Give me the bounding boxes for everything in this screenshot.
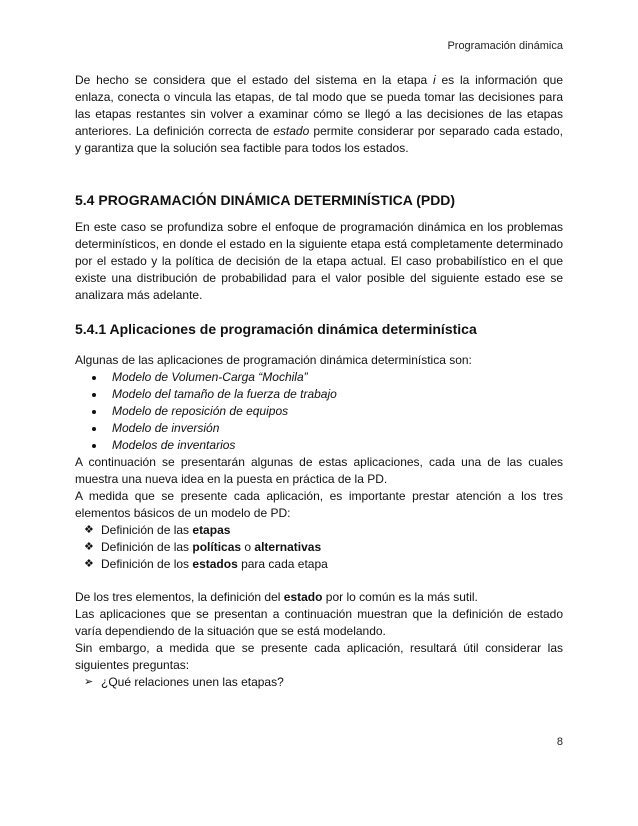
subsection-heading: 5.4.1 Aplicaciones de programación dinámica determinística (75, 321, 477, 337)
list-item: ➢ ¿Qué relaciones unen las etapas? (84, 675, 284, 689)
bullet-icon (92, 427, 96, 431)
diamond-bullet-icon: ❖ (84, 524, 94, 536)
questions-list (75, 674, 563, 691)
diamond-bullet-icon: ❖ (84, 558, 94, 570)
apps-paragraph: Las aplicaciones que se presentan a continuación muestran que la definición de estado varía dependiendo de la situación que se está modelando. (75, 607, 563, 638)
next-paragraph: A continuación se presentarán algunas de estas aplicaciones, cada una de las cuales muestra una nueva idea en la puesta en práctica de la PD. (75, 455, 563, 486)
applications-lead: Algunas de las aplicaciones de programación dinámica determinística son: (75, 353, 472, 367)
section-heading: 5.4 PROGRAMACIÓN DINÁMICA DETERMINÍSTICA (PDD) (75, 192, 456, 208)
applications-list (75, 369, 563, 454)
diamond-bullet-icon: ❖ (84, 541, 94, 553)
elements-list (75, 522, 563, 573)
page-number: 8 (556, 736, 563, 748)
section-paragraph: En este caso se profundiza sobre el enfoque de programación dinámica en los problemas determinísticos, en donde el estado en la siguiente etapa está completamente determinado por el estado y la política de decisión de la etapa actual. El caso probabilístico en el que existe una distribución de probabilidad para el valor posible del siguiente estado ese se analizara más adelante. (75, 220, 563, 302)
bullet-icon (92, 376, 96, 380)
bullet-icon (92, 393, 96, 397)
subtle-paragraph: De los tres elementos, la definición del estado por lo común es la más sutil. (75, 590, 478, 604)
list-item: Modelo de Volumen-Carga “Mochila” (75, 369, 563, 386)
intro-paragraph: De hecho se considera que el estado del sistema en la etapa i es la información que enlaza, conecta o vincula las etapas, de tal modo que se pueda tomar las decisiones para las etapas restantes sin volver a examinar cómo se llegó a las decisiones de las etapas anteriores. La definición correcta de estado permite considerar por separado cada estado, y garantiza que la solución sea factible para todos los estados. (75, 73, 564, 155)
list-item: ❖ Definición de los estados para cada etapa (84, 557, 328, 571)
list-item: Modelo de reposición de equipos (75, 403, 563, 420)
list-item: Modelo del tamaño de la fuerza de trabajo (75, 386, 563, 403)
list-item: ❖ Definición de las etapas (84, 523, 231, 537)
arrow-bullet-icon: ➢ (84, 676, 94, 688)
list-item: Modelo de inversión (75, 420, 563, 437)
bullet-icon (92, 444, 96, 448)
questions-paragraph: Sin embargo, a medida que se presente cada aplicación, resultará útil considerar las siguientes preguntas: (75, 641, 563, 672)
elements-paragraph: A medida que se presente cada aplicación, es importante prestar atención a los tres elementos básicos de un modelo de PD: (75, 489, 563, 520)
list-item: Modelos de inventarios (75, 437, 563, 454)
list-item: ❖ Definición de las políticas o alternativas (84, 540, 322, 554)
running-header: Programación dinámica (447, 40, 563, 52)
page-body (75, 72, 563, 691)
bullet-icon (92, 410, 96, 414)
